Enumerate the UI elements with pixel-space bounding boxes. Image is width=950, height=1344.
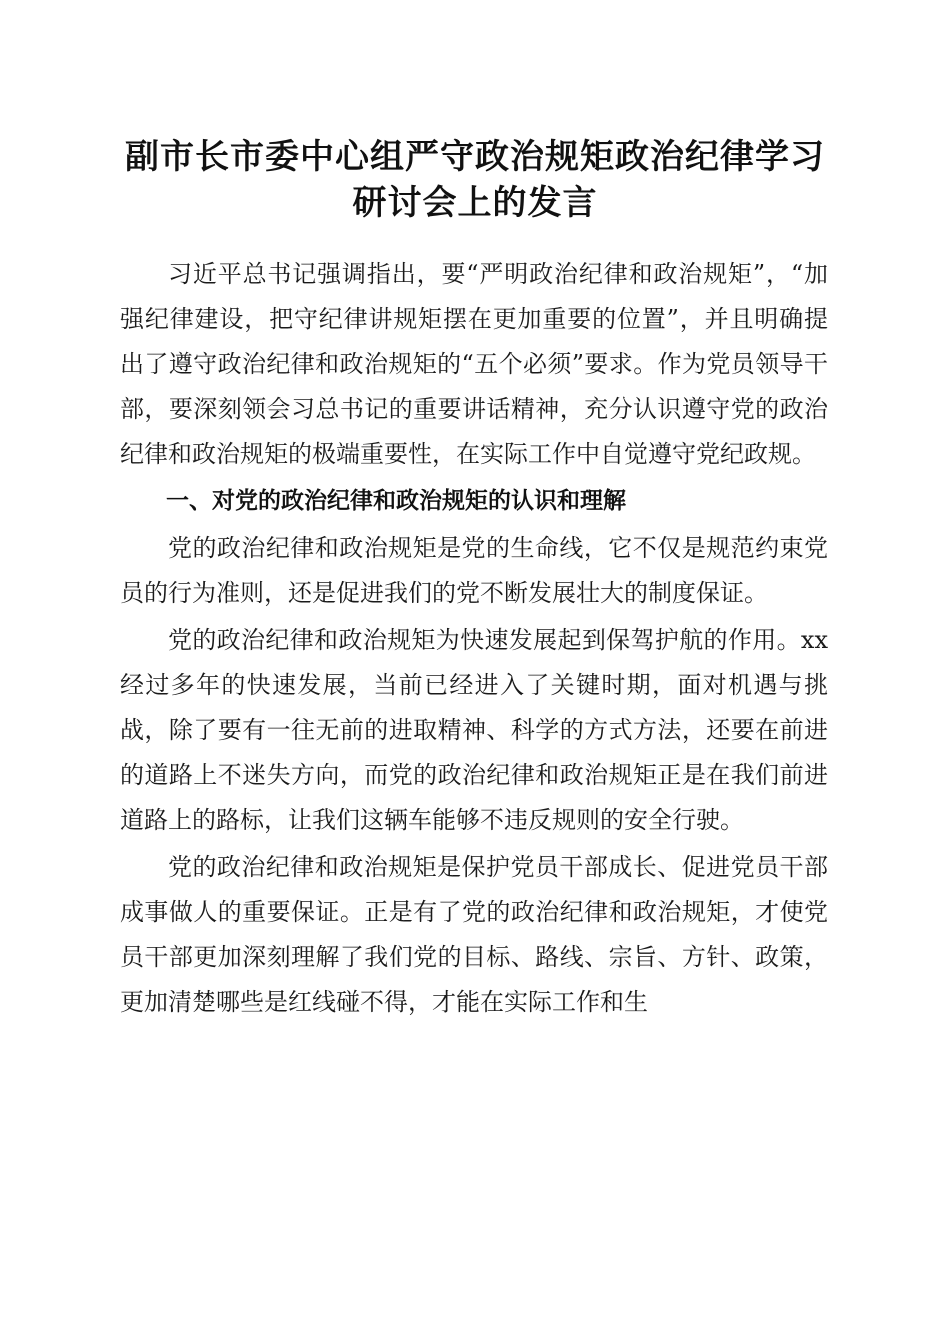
section-1-heading: 一、对党的政治纪律和政治规矩的认识和理解 <box>166 488 626 514</box>
section-1-paragraph-2: 党的政治纪律和政治规矩为快速发展起到保驾护航的作用。xx经过多年的快速发展，当前已经进入了关键时期，面对机遇与挑战，除了要有一往无前的进取精神、科学的方式方法，还要在前进的道路上不迷失方向，而党的政治纪律和政治规矩正是在我们前进道路上的路标，让我们这辆车能够不违反规则的安全行驶。 <box>120 626 828 834</box>
document-title: 副市长市委中心组严守政治规矩政治纪律学习研讨会上的发言 <box>125 137 825 223</box>
section-1-paragraph-1: 党的政治纪律和政治规矩是党的生命线，它不仅是规范约束党员的行为准则，还是促进我们的党不断发展壮大的制度保证。 <box>120 534 828 607</box>
document-body <box>120 252 828 1027</box>
section-1-paragraph-3: 党的政治纪律和政治规矩是保护党员干部成长、促进党员干部成事做人的重要保证。正是有了党的政治纪律和政治规矩，才使党员干部更加深刻理解了我们党的目标、路线、宗旨、方针、政策，更加清楚哪些是红线碰不得，才能在实际工作和生 <box>120 853 828 1016</box>
intro-paragraph: 习近平总书记强调指出，要“严明政治纪律和政治规矩”，“加强纪律建设，把守纪律讲规矩摆在更加重要的位置”，并且明确提出了遵守政治纪律和政治规矩的“五个必须”要求。作为党员领导干部，要深刻领会习总书记的重要讲话精神，充分认识遵守党的政治纪律和政治规矩的极端重要性，在实际工作中自觉遵守党纪政规。 <box>120 260 828 468</box>
